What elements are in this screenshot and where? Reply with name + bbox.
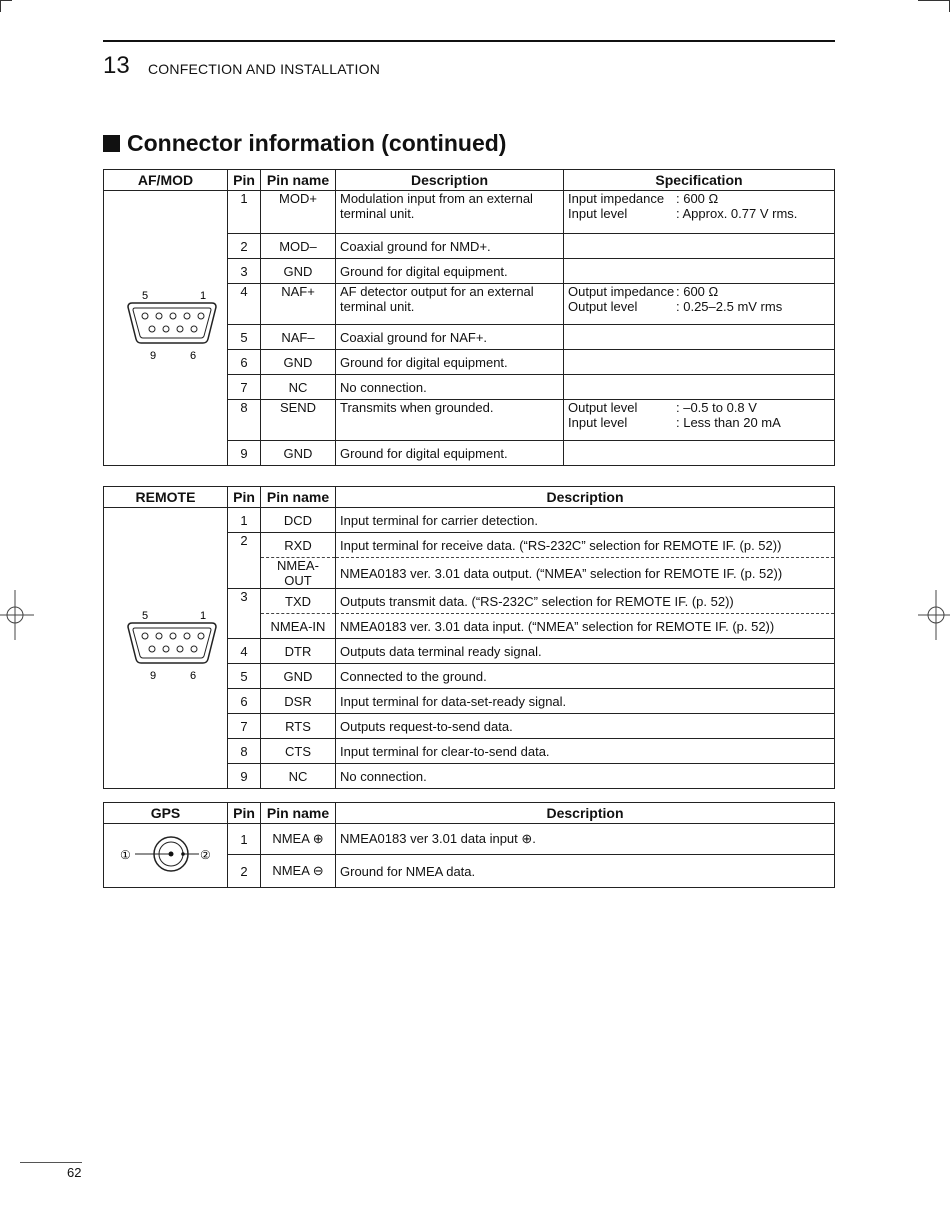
spec-row [568,191,830,206]
pin-description: Ground for digital equipment. [336,441,564,466]
pin-description: Ground for digital equipment. [336,350,564,375]
pin-name: NAF+ [261,284,336,325]
pin-name: NMEA-IN [261,614,336,639]
gps-table [103,802,835,888]
pin-description: Coaxial ground for NMD+. [336,234,564,259]
table-header-row [104,803,835,824]
spec-value: : 0.25–2.5 mV rms [676,299,783,314]
pin-number: 5 [228,325,261,350]
section-title-text: Connector information (continued) [127,130,507,156]
pin-name: NMEA ⊖ [261,855,336,888]
pin-name: RXD [261,533,336,558]
pin-description: Ground for digital equipment. [336,259,564,284]
pin-label: 1 [199,609,206,622]
registration-mark-right-icon [918,590,950,640]
spec-key: Output level [568,400,638,415]
spec-row [568,400,830,415]
pin-number: 4 [228,639,261,664]
pin-name: DCD [261,508,336,533]
pin-specification [564,191,835,234]
pin-specification [564,259,835,284]
header-rule [103,40,835,42]
pin-number: 6 [228,350,261,375]
pin-description: NMEA0183 ver. 3.01 data input. (“NMEA” selection for REMOTE IF. (p. 52)) [336,614,835,639]
pin-name: NMEA ⊕ [261,824,336,855]
bnc-connector-diagram [104,824,228,888]
pin-number: 3 [228,259,261,284]
pin-name: NC [261,375,336,400]
column-header: REMOTE [104,487,228,508]
column-header: AF/MOD [104,170,228,191]
pin-name: SEND [261,400,336,441]
spec-key: Output impedance [568,284,675,299]
pin-name: GND [261,350,336,375]
pin-number: 8 [228,400,261,441]
pin-name: GND [261,664,336,689]
pin-number: 3 [228,589,261,639]
footer-rule [20,1162,82,1163]
spec-row [568,415,830,430]
column-header: Specification [564,170,835,191]
spec-row [568,299,830,314]
spec-row [568,206,830,221]
pin-number: 6 [228,689,261,714]
pin-name: NC [261,764,336,789]
column-header: Pin [228,803,261,824]
column-header: Pin name [261,170,336,191]
pin-number: 7 [228,714,261,739]
table-row [104,508,835,533]
column-header: Pin name [261,803,336,824]
pin-description: Outputs data terminal ready signal. [336,639,835,664]
pin-specification [564,325,835,350]
pin-description: Outputs transmit data. (“RS-232C” selection for REMOTE IF. (p. 52)) [336,589,835,614]
spec-key: Input impedance [568,191,665,206]
column-header: Pin [228,170,261,191]
dsub9-connector-icon [111,607,221,687]
table-row [104,824,835,855]
square-bullet-icon [103,135,120,152]
table-header-row [104,487,835,508]
pin-number: 5 [228,664,261,689]
column-header: Description [336,170,564,191]
pin-number: 2 [228,234,261,259]
pin-number: 7 [228,375,261,400]
pin-name: MOD+ [261,191,336,234]
pin-number: 2 [228,855,261,888]
pin-number: 9 [228,764,261,789]
pin-number: 1 [228,508,261,533]
spec-value: : –0.5 to 0.8 V [676,400,757,415]
description-line: terminal unit. [340,206,415,221]
pin-name: GND [261,259,336,284]
pin-description: Connected to the ground. [336,664,835,689]
pin-description: Coaxial ground for NAF+. [336,325,564,350]
pin-specification [564,375,835,400]
pin-label: 6 [189,669,196,682]
pin-name: RTS [261,714,336,739]
pin-label: ② [199,848,211,862]
pin-label: 5 [141,609,148,622]
bnc-connector-icon [111,829,221,879]
registration-mark-left-icon [0,590,34,640]
pin-description [336,191,564,234]
pin-description: Input terminal for data-set-ready signal. [336,689,835,714]
dsub9-connector-icon [111,287,221,367]
spec-row [568,284,830,299]
pin-label: ① [119,848,131,862]
pin-name: DSR [261,689,336,714]
pin-specification [564,400,835,441]
pin-label: 5 [141,289,148,302]
crop-mark [0,0,1,12]
crop-mark [0,0,12,1]
pin-name: NAF– [261,325,336,350]
pin-specification [564,441,835,466]
table-header-row [104,170,835,191]
pin-description [336,284,564,325]
pin-description: Transmits when grounded. [336,400,564,441]
page-number: 62 [67,1165,82,1180]
chapter-number: 13 [103,52,130,79]
dsub9-connector-diagram [104,191,228,466]
pin-number: 1 [228,191,261,234]
column-header: Pin name [261,487,336,508]
pin-description: Input terminal for carrier detection. [336,508,835,533]
chapter-title: CONFECTION AND INSTALLATION [148,61,381,77]
spec-value: : 600 Ω [676,191,719,206]
crop-mark [918,0,950,1]
pin-description: No connection. [336,764,835,789]
column-header: Pin [228,487,261,508]
pin-number: 1 [228,824,261,855]
pin-name: MOD– [261,234,336,259]
pin-number: 4 [228,284,261,325]
spec-key: Input level [568,415,628,430]
pin-specification [564,350,835,375]
pin-number: 8 [228,739,261,764]
pin-description: NMEA0183 ver 3.01 data input ⊕. [336,824,835,855]
description-line: Modulation input from an external [340,191,533,206]
pin-name: NMEA-OUT [261,558,336,589]
pin-specification [564,234,835,259]
pin-description: Input terminal for receive data. (“RS-232C” selection for REMOTE IF. (p. 52)) [336,533,835,558]
pin-number: 2 [228,533,261,589]
pin-name: TXD [261,589,336,614]
pin-label: 9 [149,349,156,362]
column-header: GPS [104,803,228,824]
pin-name: DTR [261,639,336,664]
description-line: terminal unit. [340,299,415,314]
spec-value: : 600 Ω [676,284,719,299]
table-row [104,191,835,234]
pin-label: 1 [199,289,206,302]
afmod-table [103,169,835,466]
pin-label: 6 [189,349,196,362]
pin-specification [564,284,835,325]
spec-value: : Approx. 0.77 V rms. [676,206,798,221]
column-header: Description [336,487,835,508]
remote-table [103,486,835,789]
section-title [103,130,506,157]
pin-description: NMEA0183 ver. 3.01 data output. (“NMEA” selection for REMOTE IF. (p. 52)) [336,558,835,589]
pin-name: GND [261,441,336,466]
column-header: Description [336,803,835,824]
pin-name: CTS [261,739,336,764]
spec-key: Output level [568,299,638,314]
pin-description: No connection. [336,375,564,400]
pin-description: Outputs request-to-send data. [336,714,835,739]
pin-description: Ground for NMEA data. [336,855,835,888]
spec-value: : Less than 20 mA [676,415,781,430]
pin-description: Input terminal for clear-to-send data. [336,739,835,764]
description-line: AF detector output for an external [340,284,534,299]
pin-number: 9 [228,441,261,466]
pin-label: 9 [149,669,156,682]
dsub9-connector-diagram [104,508,228,789]
spec-key: Input level [568,206,628,221]
